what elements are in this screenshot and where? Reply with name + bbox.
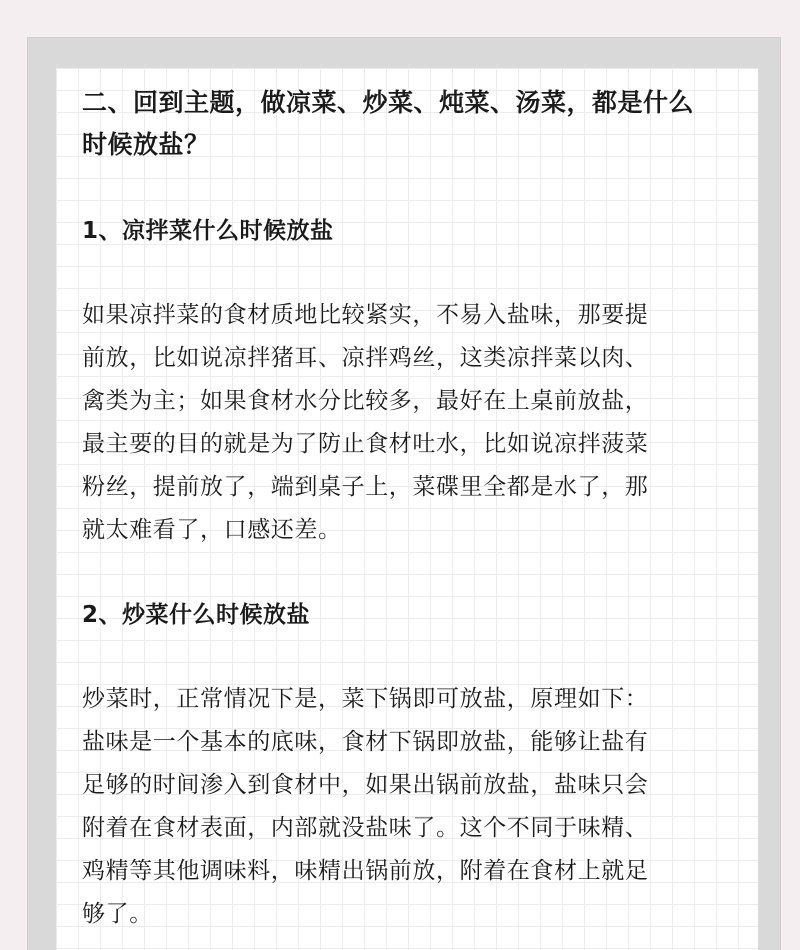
grid-paper-page: [56, 68, 758, 950]
paragraph-line: 够了。: [82, 901, 153, 927]
section2-title: 2、炒菜什么时候放盐: [82, 602, 311, 628]
section2-paragraph: [82, 678, 734, 936]
section1-title: 1、凉拌菜什么时候放盐: [82, 218, 334, 244]
section1-paragraph: [82, 294, 734, 552]
paragraph-line: 炒菜时，正常情况下是，菜下锅即可放盐，原理如下：: [82, 686, 649, 712]
heading-line: 二、回到主题，做凉菜、炒菜、炖菜、汤菜，都是什么: [82, 88, 695, 117]
paragraph-line: 粉丝，提前放了，端到桌子上，菜碟里全都是水了，那: [82, 474, 649, 500]
paragraph-line: 鸡精等其他调味料，味精出锅前放，附着在食材上就足: [82, 858, 649, 884]
paragraph-line: 前放，比如说凉拌猪耳、凉拌鸡丝，这类凉拌菜以肉、: [82, 345, 649, 371]
paragraph-line: 禽类为主；如果食材水分比较多，最好在上桌前放盐，: [82, 388, 649, 414]
paragraph-line: 最主要的目的就是为了防止食材吐水，比如说凉拌菠菜: [82, 431, 649, 457]
paragraph-line: 附着在食材表面，内部就没盐味了。这个不同于味精、: [82, 815, 649, 841]
paragraph-line: 如果凉拌菜的食材质地比较紧实，不易入盐味，那要提: [82, 302, 649, 328]
paragraph-line: 盐味是一个基本的底味，食材下锅即放盐，能够让盐有: [82, 729, 649, 755]
paragraph-line: 足够的时间渗入到食材中，如果出锅前放盐，盐味只会: [82, 772, 649, 798]
paragraph-line: 就太难看了，口感还差。: [82, 517, 342, 543]
heading-line: 时候放盐？: [82, 130, 210, 159]
main-heading: [82, 82, 734, 166]
